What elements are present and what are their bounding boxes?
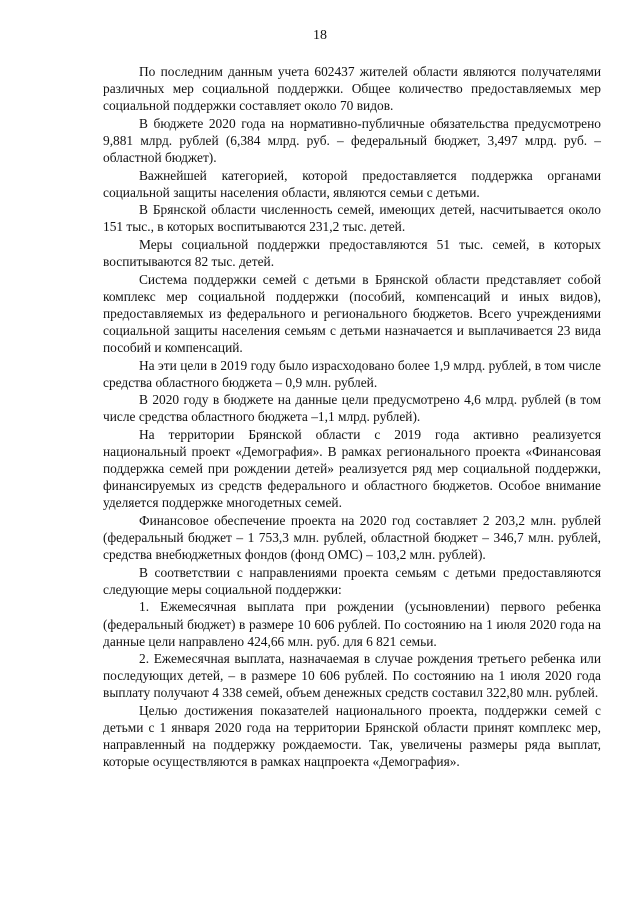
- paragraph-national-project: На территории Брянской области с 2019 года активно реализуется национальный проект «Демография». В рамках регионального проекта «Финансовая поддержка семей при рождении детей» реализуется ряд мер социальной поддержки, финансируемых из средств федерального и областного бюджетов. Особое внимание уделяется поддержке многодетных семей.: [103, 426, 601, 511]
- paragraph-budget-2020: В бюджете 2020 года на нормативно-публичные обязательства предусмотрено 9,881 млрд. рублей (6,384 млрд. руб. – федеральный бюджет, 3,497 млрд. руб. – областной бюджет).: [103, 115, 601, 165]
- paragraph-spending-2020: В 2020 году в бюджете на данные цели предусмотрено 4,6 млрд. рублей (в том числе средства областного бюджета –1,1 млрд. рублей).: [103, 392, 601, 425]
- page-number: 18: [313, 28, 327, 43]
- paragraph-support-recipients: Меры социальной поддержки предоставляются 51 тыс. семей, в которых воспитываются 82 тыс. детей.: [103, 236, 601, 270]
- paragraph-measures-intro: В соответствии с направлениями проекта семьям с детьми предоставляются следующие меры социальной поддержки:: [103, 564, 601, 597]
- paragraph-family-count: В Брянской области численность семей, имеющих детей, насчитывается около 151 тыс., в которых воспитываются 231,2 тыс. детей.: [103, 202, 601, 235]
- paragraph-birth-rate-measures: Целью достижения показателей национального проекта, поддержки семей с детьми с 1 января 2020 года на территории Брянской области принят комплекс мер, направленный на поддержку рождаемости. Так, увеличены размеры ряда выплат, которые осуществляются в рамках нацпроекта «Демография».: [103, 702, 601, 770]
- page-body: [103, 63, 601, 770]
- paragraph-key-category: Важнейшей категорией, которой предоставляется поддержка органами социальной защиты населения области, являются семьи с детьми.: [103, 167, 601, 200]
- paragraph-support-system: Система поддержки семей с детьми в Брянской области представляет собой комплекс мер социальной поддержки (пособий, компенсаций и иных видов), предоставляемых из федерального и регионального бюджетов. Всего учреждениями социальной защиты населения семьям с детьми назначается и выплачивается 23 вида пособий и компенсаций.: [103, 271, 601, 355]
- list-item-third-child-payment: 2. Ежемесячная выплата, назначаемая в случае рождения третьего ребенка или последующих детей, – в размере 10 606 рублей. По состоянию на 1 июля 2020 года выплату получают 4 338 семей, объем денежных средств составил 322,80 млн. рублей.: [103, 651, 601, 701]
- paragraph-project-financing: Финансовое обеспечение проекта на 2020 год составляет 2 203,2 млн. рублей (федеральный бюджет – 1 753,3 млн. рублей, областной бюджет – 346,7 млн. рублей, средства внебюджетных фондов (фонд ОМС) – 103,2 млн. рублей).: [103, 512, 601, 563]
- paragraph-recipients: По последним данным учета 602437 жителей области являются получателями различных мер социальной поддержки. Общее количество предоставляемых мер социальной поддержки составляет около 70 видов.: [103, 64, 601, 114]
- paragraph-spending-2019: На эти цели в 2019 году было израсходовано более 1,9 млрд. рублей, в том числе средства областного бюджета – 0,9 млн. рублей.: [103, 357, 601, 390]
- list-item-first-child-payment: 1. Ежемесячная выплата при рождении (усыновлении) первого ребенка (федеральный бюджет) в размере 10 606 рублей. По состоянию на 1 июля 2020 года на данные цели направлено 424,66 млн. руб. для 6 821 семьи.: [103, 599, 601, 649]
